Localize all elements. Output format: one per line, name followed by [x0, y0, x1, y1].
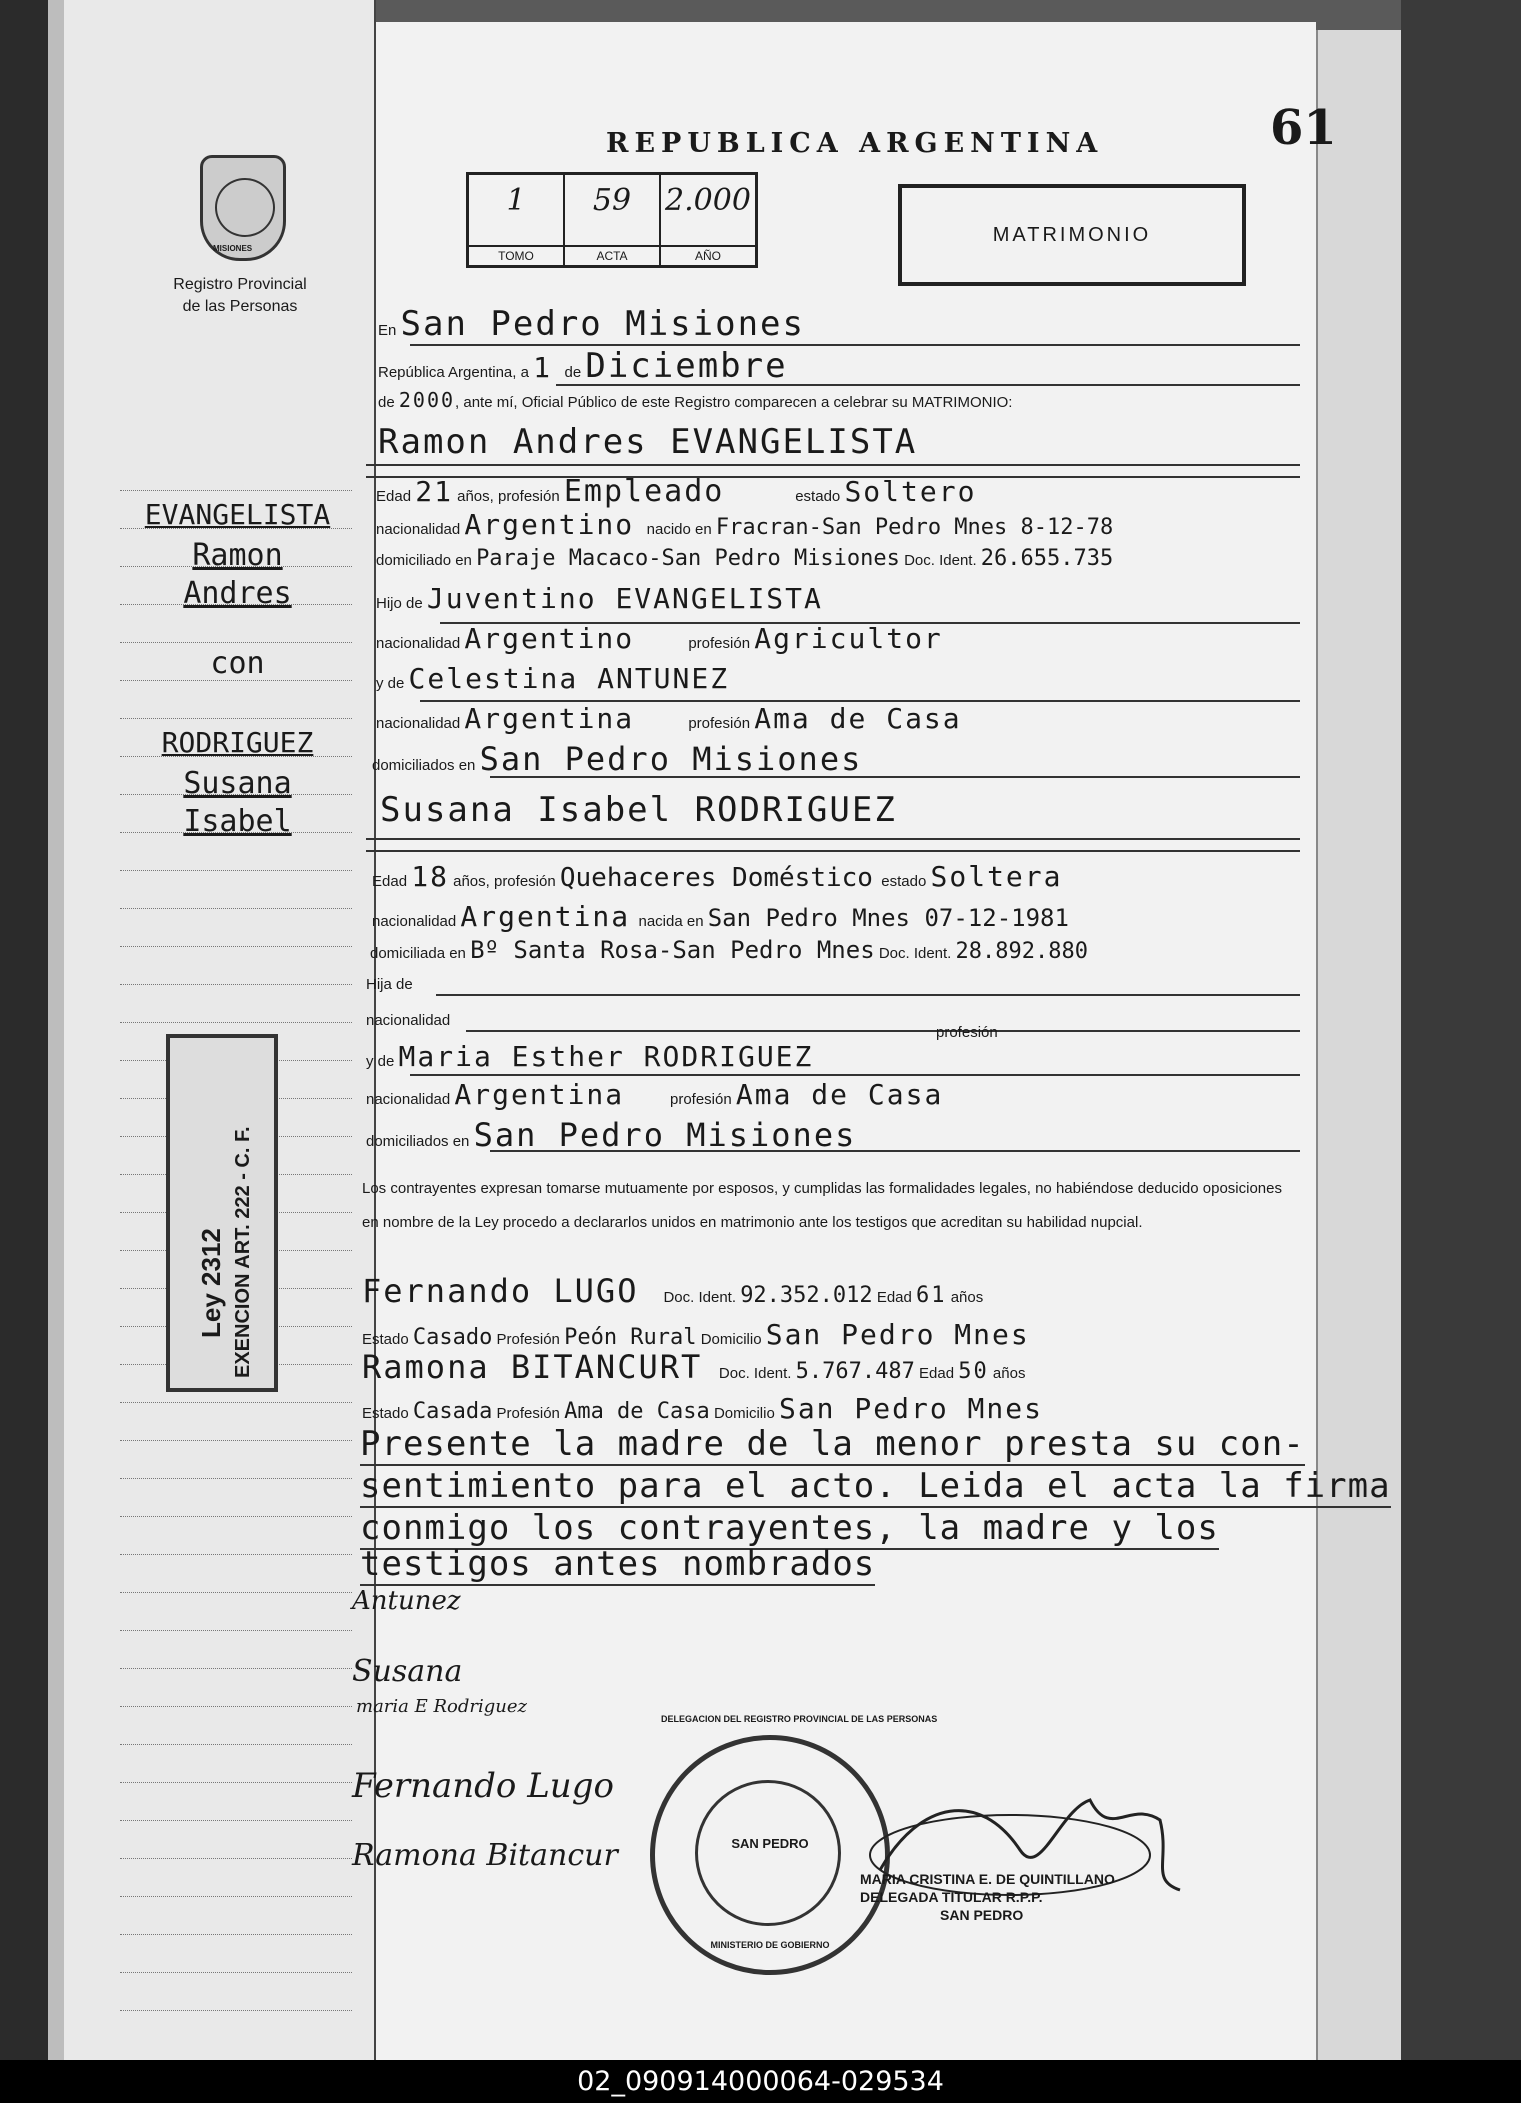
- witness2-name: Ramona BITANCURT: [362, 1348, 703, 1386]
- ruled-line: [120, 870, 352, 871]
- groom-father: Juventino EVANGELISTA: [426, 582, 823, 615]
- label-hija-de: Hija de: [366, 976, 413, 993]
- ruled-line: [120, 1402, 352, 1403]
- background-right: [1401, 0, 1521, 2060]
- label-domiciliada-en: domiciliada en: [370, 945, 466, 962]
- ruled-line: [120, 528, 352, 529]
- ruled-line: [120, 946, 352, 947]
- bride-doc: 28.892.880: [955, 939, 1088, 964]
- ruled-line: [120, 1440, 352, 1441]
- groom-age: 21: [415, 475, 453, 508]
- label-estado-w1: Estado: [362, 1331, 409, 1348]
- groom-profession: Empleado: [563, 474, 725, 509]
- bride-mother: Maria Esther RODRIGUEZ: [398, 1040, 814, 1073]
- ruled-line: [120, 718, 352, 719]
- entry-lugar: San Pedro Misiones: [400, 304, 805, 344]
- signature-5: Ramona Bitancur: [352, 1838, 618, 1873]
- book-spine: [48, 0, 64, 2060]
- groom-domicile: Paraje Macaco-San Pedro Misiones: [476, 546, 900, 571]
- ruled-line: [120, 604, 352, 605]
- label-republica: República Argentina, a: [378, 364, 529, 381]
- label-profesion-father: profesión: [688, 635, 751, 652]
- stamp-bottom: MINISTERIO DE GOBIERNO: [710, 1940, 830, 1950]
- margin-groom-given2: Andres: [183, 576, 292, 611]
- label-domiciliados-en: domiciliados en: [372, 757, 476, 774]
- margin-bride-surname: RODRIGUEZ: [161, 726, 314, 759]
- official-block: [860, 1870, 1115, 1924]
- label-de: de: [564, 364, 582, 381]
- label-anios-w1: años: [950, 1289, 984, 1306]
- label-doc: Doc. Ident.: [904, 552, 977, 569]
- label-profesion-bfather: profesión: [936, 1024, 998, 1041]
- signature-4: Fernando Lugo: [352, 1766, 614, 1806]
- note-line-1: Presente la madre de la menor presta su con-: [360, 1424, 1305, 1464]
- margin-groom-surname: EVANGELISTA: [144, 498, 331, 531]
- ruled-line: [120, 908, 352, 909]
- witness1-age: 61: [916, 1283, 947, 1308]
- label-anios-prof-bride: años, profesión: [453, 873, 556, 890]
- label-domicilio-w1: Domicilio: [700, 1331, 762, 1348]
- mother-nacionalidad: Argentina: [464, 702, 635, 735]
- margin-bride-given2: Isabel: [183, 804, 292, 839]
- label-domiciliados-en-bride: domiciliados en: [366, 1133, 470, 1150]
- mother-profession: Ama de Casa: [754, 702, 962, 735]
- label-domiciliado-en: domiciliado en: [376, 552, 472, 569]
- bride-full-name: Susana Isabel RODRIGUEZ: [380, 790, 897, 830]
- registry-name: Registro Provincial de las Personas: [173, 276, 307, 315]
- label-doc-bride: Doc. Ident.: [878, 945, 952, 962]
- ruled-line: [120, 1858, 352, 1859]
- stamp-center: SAN PEDRO: [731, 1836, 809, 1851]
- label-nacionalidad: nacionalidad: [376, 521, 461, 538]
- record-type: MATRIMONIO: [898, 184, 1246, 286]
- groom-nacionalidad: Argentino: [464, 508, 635, 541]
- label-intro: , ante mí, Oficial Público de este Registro comparecen a celebrar su MATRIMONIO:: [455, 394, 1013, 411]
- legal-paragraph: Los contrayentes expresan tomarse mutuamente por esposos, y cumplidas las formalidades legales, no habiéndose deducido oposiciones en nombre de la Ley procedo a declararlos unidos en matrimonio ante los testigos que acreditan su habilidad nupcial.: [362, 1180, 1282, 1231]
- label-nacionalidad-bfather: nacionalidad: [366, 1012, 451, 1029]
- label-domicilio-w2: Domicilio: [713, 1405, 775, 1422]
- ruled-line: [120, 1592, 352, 1593]
- ruled-line: [120, 832, 352, 833]
- groom-mother: Celestina ANTUNEZ: [408, 662, 730, 695]
- provincial-seal-icon: [200, 155, 286, 261]
- label-doc-w2: Doc. Ident.: [718, 1365, 792, 1382]
- ruled-line: [120, 1668, 352, 1669]
- signature-3: maria E Rodriguez: [356, 1696, 527, 1717]
- ruled-line: [120, 1554, 352, 1555]
- exemption-stamp: [166, 1034, 278, 1392]
- page-number: 61: [1270, 100, 1337, 156]
- witness2-age: 50: [958, 1359, 989, 1384]
- label-estado-w2: Estado: [362, 1405, 409, 1422]
- signature-2: Susana: [352, 1654, 463, 1689]
- note-line-2: sentimiento para el acto. Leida el acta la firma: [360, 1466, 1391, 1506]
- record-numbers-box: [466, 172, 758, 268]
- stamp-ring: DELEGACION DEL REGISTRO PROVINCIAL DE LAS PERSONAS: [661, 1714, 938, 1724]
- ruled-line: [120, 1022, 352, 1023]
- margin-bride-given1: Susana: [183, 766, 292, 801]
- bride-estado: Soltera: [930, 860, 1063, 893]
- witness1-name: Fernando LUGO: [362, 1272, 639, 1310]
- label-anios-prof: años, profesión: [457, 488, 560, 505]
- ruled-line: [120, 1896, 352, 1897]
- label-en: En: [378, 322, 397, 339]
- bride-nacionalidad: Argentina: [460, 900, 631, 933]
- ruled-line: [120, 794, 352, 795]
- background-left: [0, 0, 48, 2060]
- ruled-line: [120, 490, 352, 491]
- witness1-profession: Peón Rural: [564, 1325, 697, 1350]
- bride-parents-domicile: San Pedro Misiones: [473, 1116, 857, 1154]
- ruled-line: [120, 1516, 352, 1517]
- label-de-anio: de: [378, 394, 395, 411]
- label-anios-w2: años: [992, 1365, 1026, 1382]
- groom-birthplace: Fracran-San Pedro Mnes 8-12-78: [715, 515, 1114, 540]
- ruled-line: [120, 1706, 352, 1707]
- father-nacionalidad: Argentino: [464, 622, 635, 655]
- ruled-line: [120, 1934, 352, 1935]
- label-edad-w1: Edad: [876, 1289, 912, 1306]
- note-line-4: testigos antes nombrados: [360, 1544, 876, 1584]
- anio-value: 2.000: [665, 183, 751, 218]
- label-edad: Edad: [376, 488, 412, 505]
- label-y-de: y de: [376, 675, 405, 692]
- ruled-line: [120, 680, 352, 681]
- label-nacionalidad-bride: nacionalidad: [372, 913, 457, 930]
- acta-value: 59: [592, 183, 632, 218]
- witness2-estado: Casada: [412, 1399, 493, 1424]
- groom-doc: 26.655.735: [980, 546, 1114, 571]
- father-profession: Agricultor: [754, 622, 943, 655]
- witness2-domicile: San Pedro Mnes: [778, 1392, 1043, 1425]
- label-y-de-bride: y de: [366, 1053, 395, 1070]
- label-nacionalidad-bmother: nacionalidad: [366, 1091, 451, 1108]
- label-profesion-mother: profesión: [688, 715, 751, 732]
- image-caption: 02_090914000064-029534: [577, 2066, 944, 2097]
- bride-mother-profession: Ama de Casa: [735, 1078, 944, 1111]
- bride-age: 18: [411, 860, 449, 893]
- label-doc-w1: Doc. Ident.: [663, 1289, 737, 1306]
- ruled-line: [120, 1744, 352, 1745]
- ruled-line: [120, 642, 352, 643]
- ruled-line: [120, 1782, 352, 1783]
- witness2-doc: 5.767.487: [795, 1359, 915, 1384]
- bride-mother-nacionalidad: Argentina: [454, 1078, 625, 1111]
- label-estado: estado: [795, 488, 841, 505]
- label-nacida-en: nacida en: [638, 913, 704, 930]
- entry-mes: Diciembre: [585, 346, 788, 386]
- groom-estado: Soltero: [844, 475, 977, 508]
- note-line-3: conmigo los contrayentes, la madre y los: [360, 1508, 1219, 1548]
- entry-dia: 1: [533, 351, 552, 384]
- label-hijo-de: Hijo de: [376, 595, 423, 612]
- ruled-line: [120, 566, 352, 567]
- stamp-ley-line1: Ley 2312: [196, 1228, 226, 1338]
- tomo-label: TOMO: [469, 245, 563, 265]
- bride-profession: Quehaceres Doméstico: [559, 863, 873, 893]
- label-profesion-bmother: profesión: [669, 1091, 732, 1108]
- margin-connector: con: [210, 646, 265, 681]
- seal-text: MISIONES: [213, 244, 253, 253]
- witness1-domicile: San Pedro Mnes: [765, 1318, 1030, 1351]
- margin-groom-given1: Ramon: [192, 538, 283, 573]
- anio-label: AÑO: [661, 245, 755, 265]
- official-role: DELEGADA TITULAR R.P.P.: [860, 1889, 1043, 1905]
- groom-parents-domicile: San Pedro Misiones: [479, 740, 863, 778]
- ruled-line: [120, 984, 352, 985]
- witness1-estado: Casado: [412, 1325, 493, 1350]
- witness1-doc: 92.352.012: [740, 1283, 873, 1308]
- ruled-line: [120, 1972, 352, 1973]
- tomo-value: 1: [506, 183, 526, 218]
- document-title: REPUBLICA ARGENTINA: [606, 128, 1104, 159]
- registry-round-stamp: [650, 1714, 938, 1975]
- label-edad-bride: Edad: [372, 873, 408, 890]
- ruled-line: [120, 1820, 352, 1821]
- label-nacionalidad-mother: nacionalidad: [376, 715, 461, 732]
- official-place: SAN PEDRO: [940, 1907, 1024, 1923]
- ruled-line: [120, 2010, 352, 2011]
- ruled-line: [120, 756, 352, 757]
- signature-1: Antunez: [352, 1586, 461, 1616]
- stamp-ley-line2: EXENCION ART. 222 - C. F.: [232, 1126, 254, 1378]
- label-edad-w2: Edad: [919, 1365, 955, 1382]
- witness2-profession: Ama de Casa: [564, 1399, 710, 1424]
- entry-anio: 2000: [398, 388, 456, 412]
- label-profesion-w2: Profesión: [496, 1405, 560, 1422]
- bride-birthplace: San Pedro Mnes 07-12-1981: [707, 904, 1069, 932]
- groom-full-name: Ramon Andres EVANGELISTA: [378, 422, 918, 462]
- label-nacionalidad-father: nacionalidad: [376, 635, 461, 652]
- label-profesion-w1: Profesión: [496, 1331, 560, 1348]
- label-nacido-en: nacido en: [646, 521, 712, 538]
- acta-label: ACTA: [565, 245, 659, 265]
- ruled-line: [120, 1478, 352, 1479]
- page-edge: [1316, 30, 1408, 2060]
- label-estado-bride: estado: [881, 873, 927, 890]
- official-name: MARIA CRISTINA E. DE QUINTILLANO: [860, 1871, 1115, 1887]
- ruled-line: [120, 1630, 352, 1631]
- bride-domicile: Bº Santa Rosa-San Pedro Mnes: [470, 936, 875, 964]
